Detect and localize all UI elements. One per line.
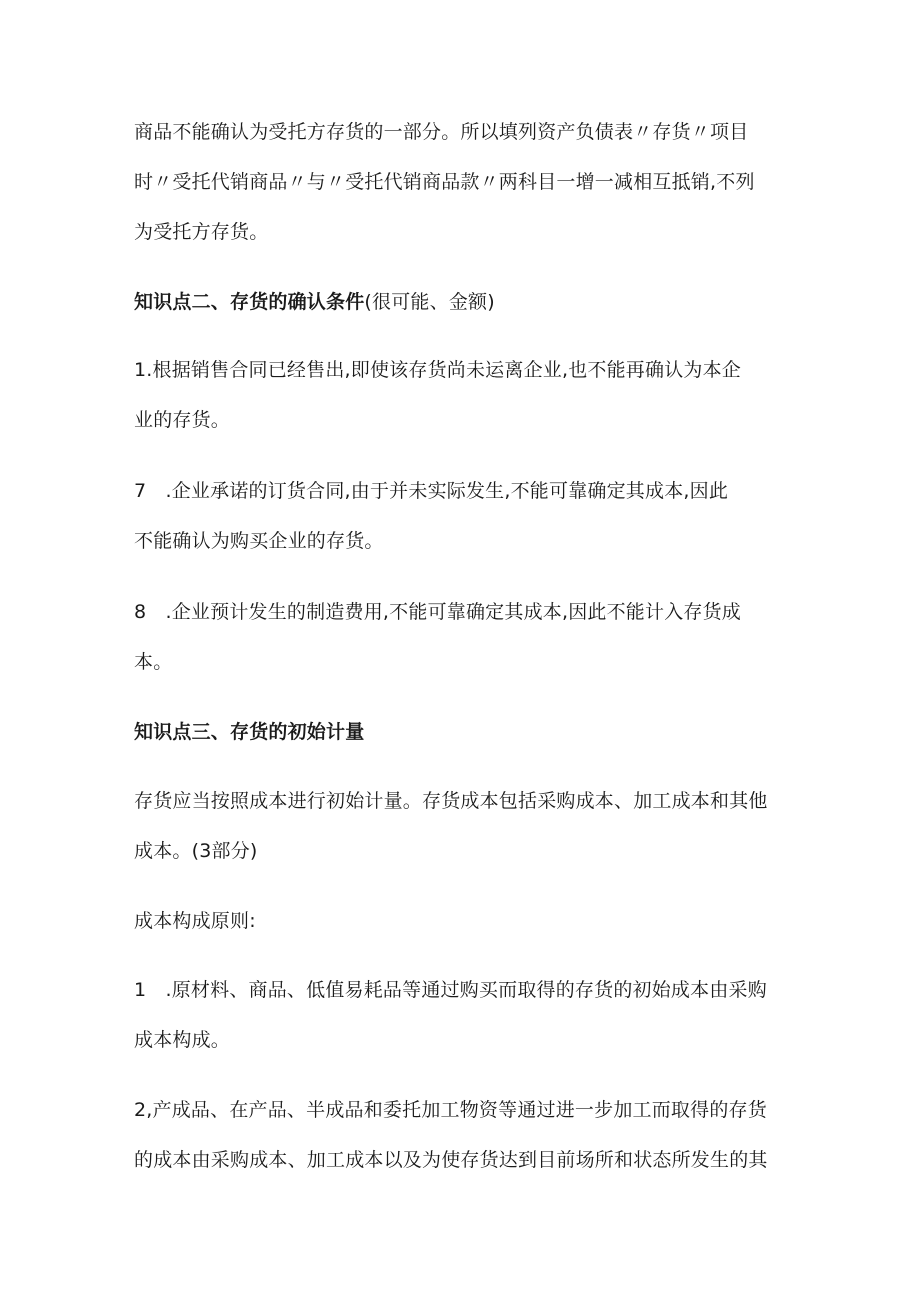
- heading-note: (很可能、金额): [364, 291, 495, 313]
- text-line: 1 .原材料、商品、低值易耗品等通过购买而取得的存货的初始成本由采购: [134, 979, 767, 1001]
- text-line: 存货应当按照成本进行初始计量。存货成本包括采购成本、加工成本和其他: [134, 790, 768, 812]
- text-line: 1.根据销售合同已经售出,即使该存货尚未运离企业,也不能再确认为本企: [134, 359, 742, 381]
- heading-text: 知识点二、存货的确认条件: [134, 291, 365, 313]
- paragraph-consignment-inventory: [134, 107, 794, 257]
- paragraph-condition-7: [134, 466, 794, 566]
- paragraph-condition-1: [134, 345, 794, 445]
- text-line: 不能确认为购买企业的存货。: [134, 530, 384, 552]
- paragraph-principle-1: [134, 965, 794, 1065]
- heading-knowledge-point-3: [134, 707, 794, 757]
- text-line: 的成本由采购成本、加工成本以及为使存货达到目前场所和状态所发生的其: [134, 1149, 768, 1171]
- text-line: 7 .企业承诺的订货合同,由于并未实际发生,不能可靠确定其成本,因此: [134, 480, 729, 502]
- heading-knowledge-point-2: [134, 277, 794, 327]
- heading-text: 知识点三、存货的初始计量: [134, 721, 365, 743]
- text-line: 商品不能确认为受托方存货的一部分。所以填列资产负债表〃存货〃项目: [134, 121, 749, 143]
- text-line: 成本。(3部分): [134, 840, 258, 862]
- text-line: 业的存货。: [134, 409, 231, 431]
- text-line: 8 .企业预计发生的制造费用,不能可靠确定其成本,因此不能计入存货成: [134, 601, 742, 623]
- text-line: 2,产成品、在产品、半成品和委托加工物资等通过进一步加工而取得的存货: [134, 1099, 767, 1121]
- text-line: 本。: [134, 651, 173, 673]
- paragraph-cost-principle: [134, 896, 794, 946]
- text-line: 时〃受托代销商品〃与〃受托代销商品款〃两科目一增一减相互抵销,不列: [134, 171, 755, 193]
- paragraph-condition-8: [134, 587, 794, 687]
- text-line: 成本构成。: [134, 1029, 231, 1051]
- paragraph-initial-measurement: [134, 776, 794, 876]
- text-line: 为受托方存货。: [134, 221, 269, 243]
- text-line: 成本构成原则:: [134, 910, 256, 932]
- paragraph-principle-2: [134, 1085, 794, 1185]
